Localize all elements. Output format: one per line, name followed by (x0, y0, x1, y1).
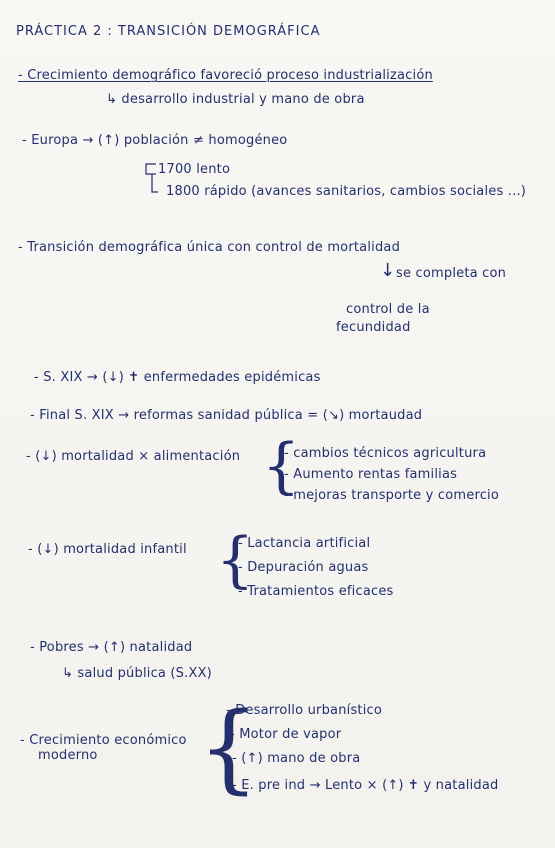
note-subline-fecundity: fecundidad (336, 320, 411, 335)
curly-brace-icon: { (262, 431, 301, 501)
note-line-sxix: - S. XIX → (↓) ✝ enfermedades epidémicas (34, 370, 321, 385)
note-subline-1700: 1700 lento (158, 162, 231, 177)
note-line-infant-mortality: - (↓) mortalidad infantil (28, 542, 187, 557)
note-subitem-lactation: - Lactancia artificial (238, 536, 371, 551)
note-line-modern: moderno (38, 748, 98, 763)
note-subitem-income: - Aumento rentas familias (284, 467, 458, 482)
note-line-growth: - Crecimiento económico (20, 733, 187, 748)
curly-brace-icon: { (216, 525, 255, 595)
note-line-mortality-food: - (↓) mortalidad × alimentación (26, 449, 241, 464)
note-line-poor: - Pobres → (↑) natalidad (30, 640, 193, 655)
note-subitem-treatments: - Tratamientos eficaces (238, 584, 394, 599)
note-subitem-agriculture: - cambios técnicos agricultura (284, 446, 487, 461)
note-text: - Crecimiento demográfico favoreció proceso industrialización (18, 68, 433, 83)
note-subitem-preindustrial: - E. pre ind → Lento × (↑) ✝ y natalidad (232, 778, 499, 793)
note-subitem-labor: - (↑) mano de obra (232, 751, 361, 766)
curly-brace-icon: { (198, 692, 260, 804)
note-line-industrialization (18, 68, 433, 83)
note-subitem-steam: - Motor de vapor (230, 727, 342, 742)
note-line-transition: - Transición demográfica única con control de mortalidad (18, 240, 401, 255)
page-title: PRÁCTICA 2 : TRANSICIÓN DEMOGRÁFICA (16, 24, 321, 39)
note-subitem-transport: - mejoras transporte y comercio (284, 488, 500, 503)
arrow-down-icon: ↓ (380, 260, 396, 281)
note-subitem-water: - Depuración aguas (238, 560, 369, 575)
bracket-mark (142, 160, 162, 200)
note-subline-development: ↳ desarrollo industrial y mano de obra (106, 92, 365, 107)
note-subitem-urban: - Desarrollo urbanístico (226, 703, 383, 718)
note-subline-1800: 1800 rápido (avances sanitarios, cambios sociales ...) (166, 184, 527, 199)
note-line-final-sxix: - Final S. XIX → reformas sanidad pública = (↘) mortaudad (30, 408, 423, 423)
note-subline-control: control de la (346, 302, 430, 317)
note-subline-completes: se completa con (396, 266, 507, 281)
note-subline-public-health: ↳ salud pública (S.XX) (62, 666, 212, 681)
note-line-europe: - Europa → (↑) población ≠ homogéneo (22, 133, 288, 148)
